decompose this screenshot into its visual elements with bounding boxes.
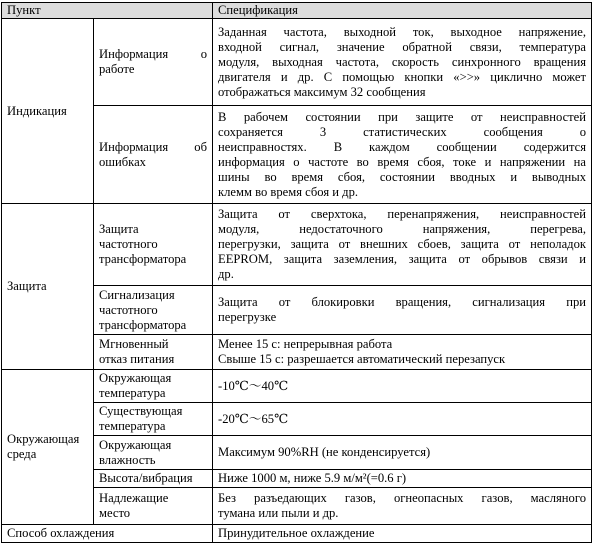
group-protection: Защита bbox=[2, 204, 94, 370]
row-label: Информация об ошибках bbox=[94, 106, 213, 204]
group-indication: Индикация bbox=[2, 19, 94, 204]
row-desc: В рабочем состоянии при защите от неисправностей сохраняется 3 статистических сообщения о неисправностях. В каждом сообщении содержится информация о частоте во время сбоя, токе и напряжении на шины во время сбоя, состоянии вводных и выводных клемм во время сбоя и др. bbox=[213, 106, 592, 204]
table-row bbox=[2, 19, 592, 106]
row-label: Защита частотного трансформатора bbox=[94, 204, 213, 286]
row-desc: Без разъедающих газов, огнеопасных газов, масляного тумана или пыли и др. bbox=[213, 488, 592, 525]
row-label: Информация о работе bbox=[94, 19, 213, 106]
row-label: Надлежащие место bbox=[94, 488, 213, 525]
specification-table bbox=[1, 2, 592, 543]
header-spec: Спецификация bbox=[213, 3, 592, 19]
row-desc: Защита от сверхтока, перенапряжения, неисправностей модуля, недостаточного напряжения, перегрева, перегрузки, защита от внешних сбоев, защита от неполадок EEPROM, защита заземления, защита от обрывов связи и др. bbox=[213, 204, 592, 286]
row-label: Окружающая влажность bbox=[94, 436, 213, 470]
header-item: Пункт bbox=[2, 3, 213, 19]
row-desc: Защита от блокировки вращения, сигнализация при перегрузке bbox=[213, 286, 592, 335]
cooling-label: Способ охлаждения bbox=[2, 525, 213, 543]
table-row bbox=[2, 370, 592, 403]
row-desc: -10℃～40℃ bbox=[213, 370, 592, 403]
header-row bbox=[2, 3, 592, 19]
row-label: Высота/вибрация bbox=[94, 470, 213, 488]
row-desc: Максимум 90%RH (не конденсируется) bbox=[213, 436, 592, 470]
row-desc: Менее 15 с: непрерывная работа Свыше 15 с: разрешается автоматический перезапуск bbox=[213, 335, 592, 370]
footer-row bbox=[2, 525, 592, 543]
row-label: Мгновенный отказ питания bbox=[94, 335, 213, 370]
cooling-value: Принудительное охлаждение bbox=[213, 525, 592, 543]
row-desc: Ниже 1000 м, ниже 5.9 м/м²(=0.6 г) bbox=[213, 470, 592, 488]
row-desc: Заданная частота, выходной ток, выходное напряжение, входной сигнал, значение обратной связи, температура модуля, выходная частота, скорость синхронного вращения двигателя и др. С помощью кнопки «>>» циклично может отображаться максимум 32 сообщения bbox=[213, 19, 592, 106]
row-desc: -20℃～65℃ bbox=[213, 403, 592, 436]
row-label: Существующая температура bbox=[94, 403, 213, 436]
group-environment: Окружающая среда bbox=[2, 370, 94, 525]
table-row bbox=[2, 204, 592, 286]
row-label: Сигнализация частотного трансформатора bbox=[94, 286, 213, 335]
row-label: Окружающая температура bbox=[94, 370, 213, 403]
